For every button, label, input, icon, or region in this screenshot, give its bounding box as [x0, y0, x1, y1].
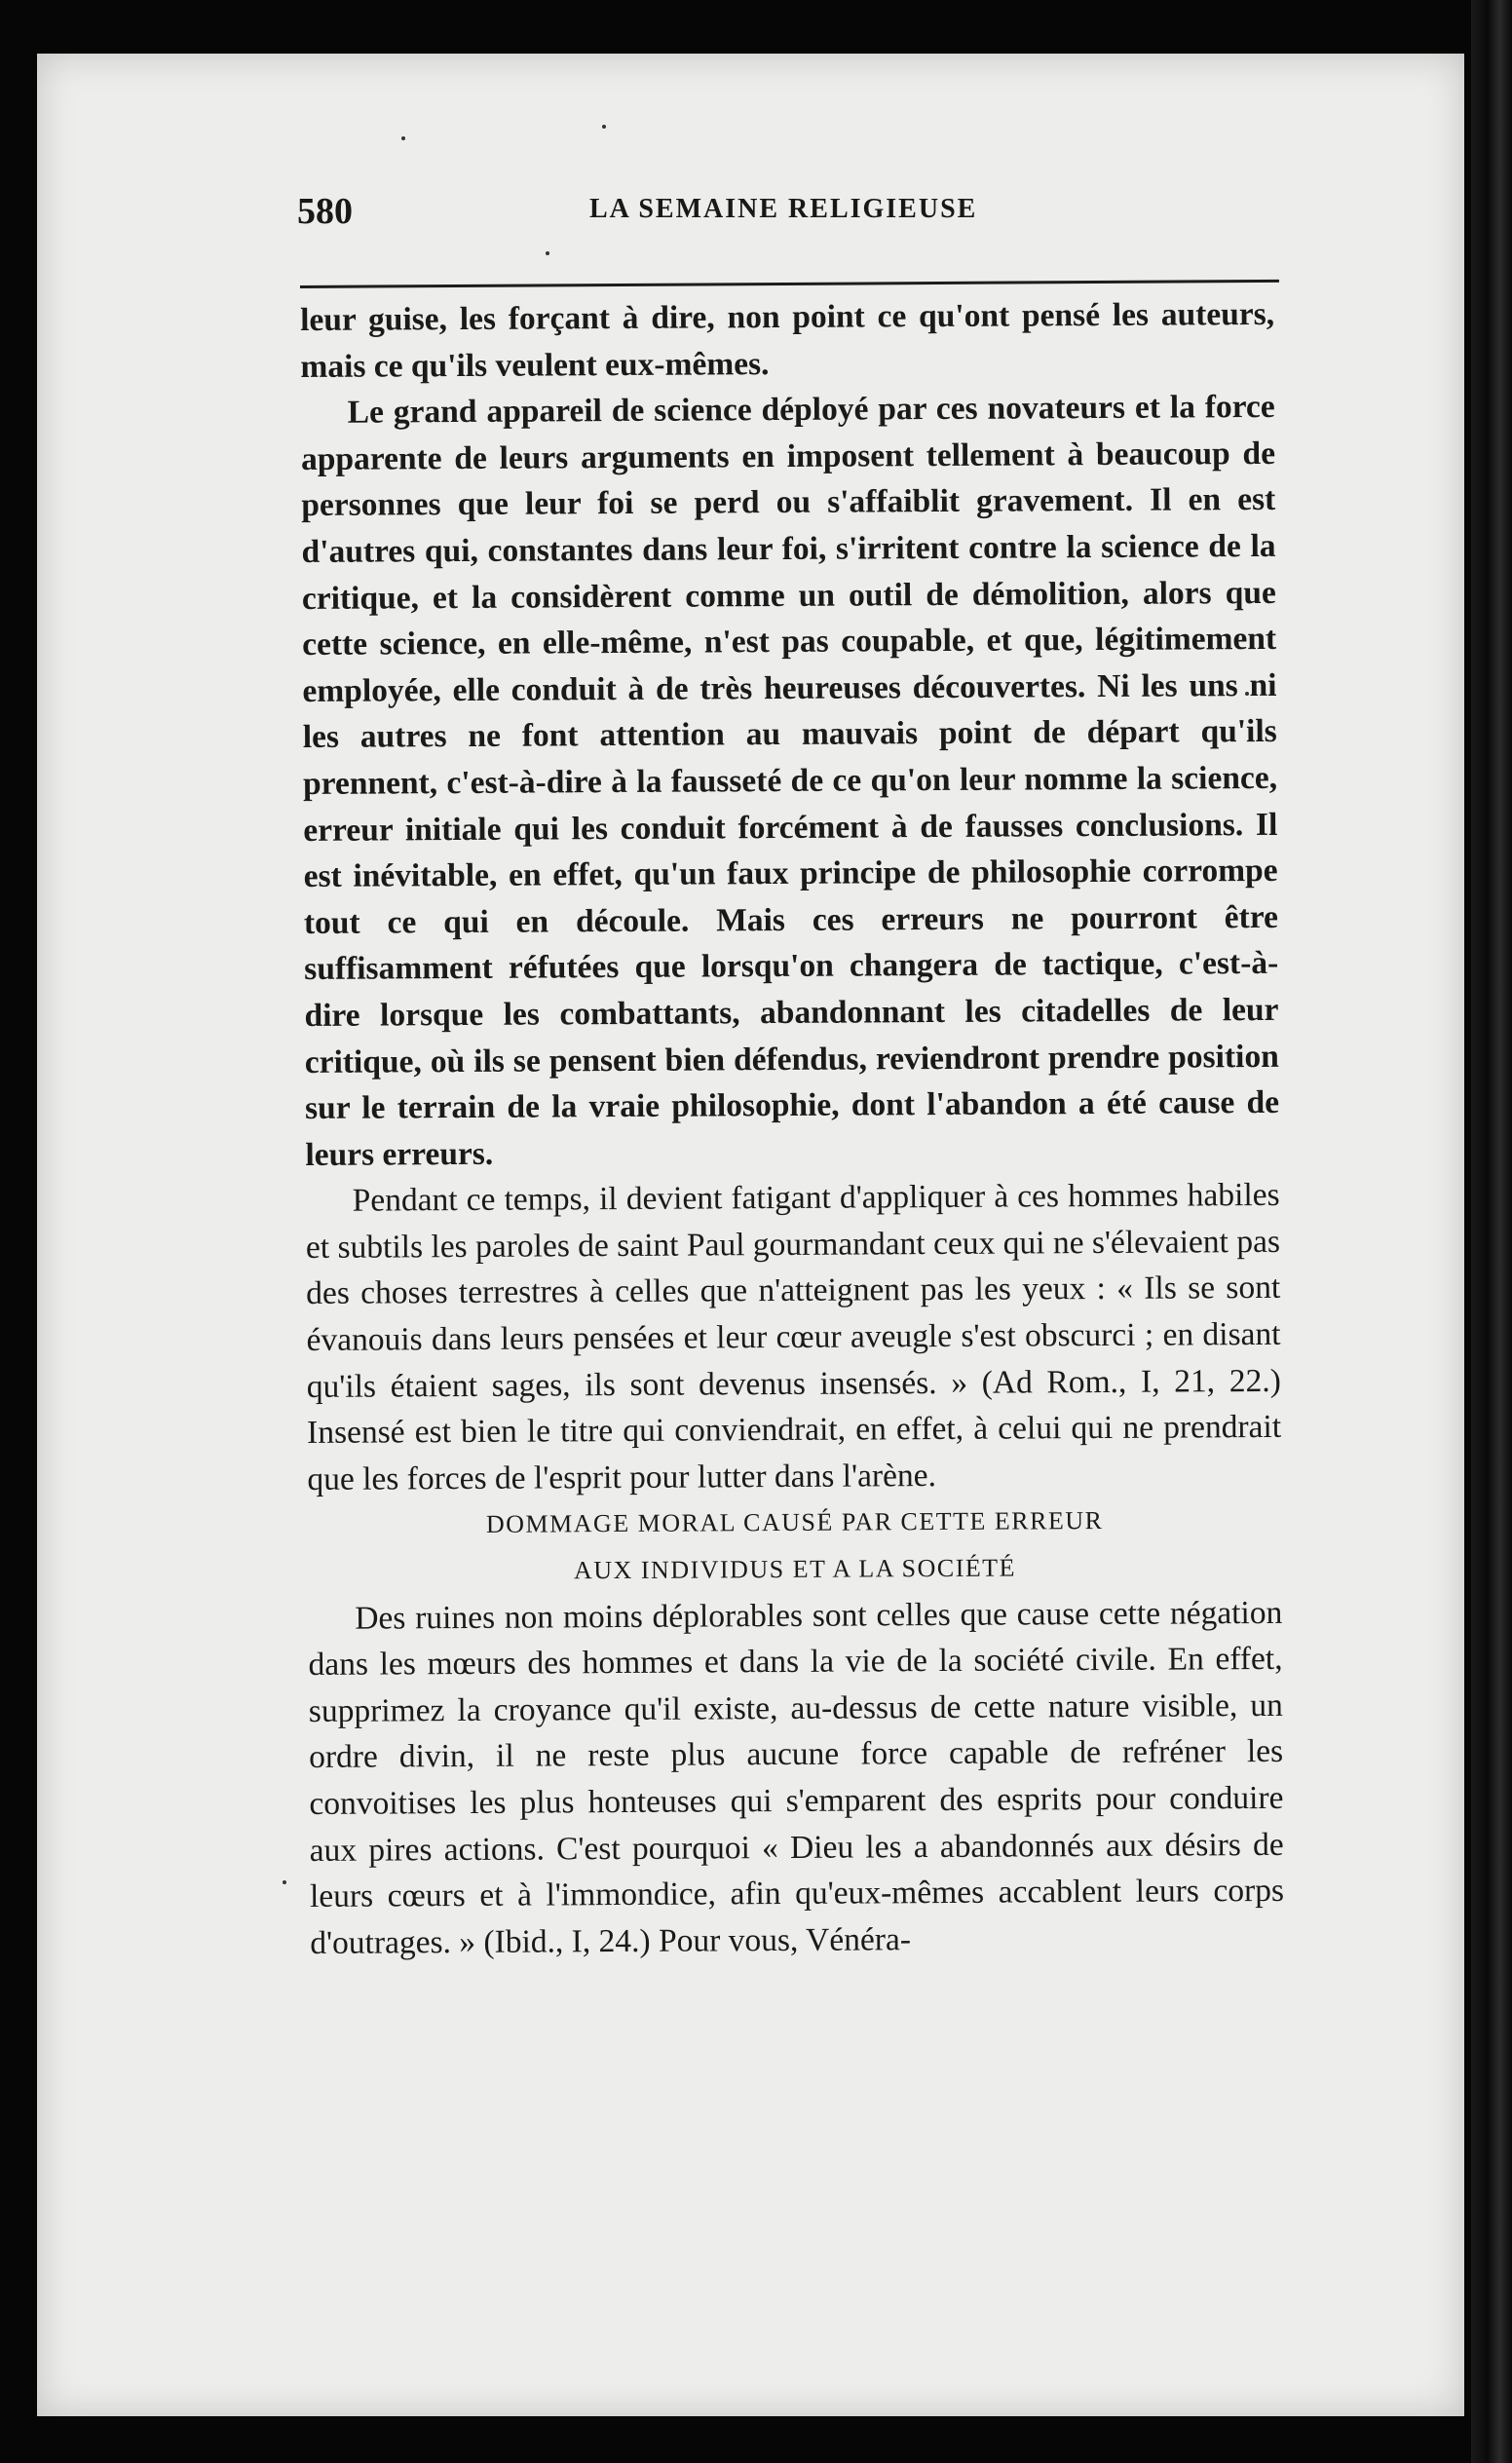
paragraph-4: Des ruines non moins déplorables sont celles que cause cette négation dans les mœurs des hommes et dans la vie de la société civile. En effet, supprimez la croyance qu'il existe, au-dessus de cette nature visible, un ordre divin, il ne reste plus aucune force capable de refréner les convoitises les plus honteuses qui s'emparent des esprits pour conduire aux pires actions. C'est pourquoi « Dieu les a abandonnés aux désirs de leurs cœurs et à l'immondice, afin qu'eux-mêmes accablent leurs corps d'outrages. » (Ibid., I, 24.) Pour vous, Vénéra- — [308, 1594, 1285, 1961]
page-number: 580 — [297, 191, 353, 232]
page-header — [258, 180, 1276, 239]
section-heading — [308, 1497, 1283, 1595]
paragraph-3: Pendant ce temps, il devient fatigant d'appliquer à ces hommes habiles et subtils les paroles de saint Paul gourmandant ceux qui ne s'élevaient pas des choses terrestres à celles que n'atteignent pas les yeux : « Ils se sont évanouis dans leurs pensées et leur cœur aveugle s'est obscurci ; en disant qu'ils étaient sages, ils sont devenus insensés. » (Ad Rom., I, 21, 22.) Insensé est bien le titre qui conviendrait, en effet, à celui qui ne prendrait que les forces de l'esprit pour lutter dans l'arène. — [305, 1177, 1282, 1497]
running-title: LA SEMAINE RELIGIEUSE — [589, 194, 978, 224]
adjacent-page-edge — [1471, 0, 1512, 2463]
body-text — [300, 291, 1284, 1966]
section-heading-line-1: DOMMAGE MORAL CAUSÉ PAR CETTE ERREUR — [485, 1506, 1104, 1539]
paragraph-2: Le grand appareil de science déployé par ces novateurs et la force apparente de leurs arguments en imposent tellement à beaucoup de personnes que leur foi se perd ou s'affaiblit gravement. Il en est d'autres qui, constantes dans leur foi, s'irritent contre la science de la critique, et la considèrent comme un outil de démolition, alors que cette science, en elle-même, n'est pas coupable, et que, légitimement employée, elle conduit à de très heureuses découvertes. Ni les uns ni les autres ne font attention au mauvais point de départ qu'ils prennent, c'est-à-dire à la fausseté de ce qu'on leur nomme la science, erreur initiale qui les conduit forcément à de fausses conclusions. Il est inévitable, en effet, qu'un faux principe de philosophie corrompe tout ce qui en découle. Mais ces erreurs ne pourront être suffisamment réfutées que lorsqu'on changera de tactique, c'est-à-dire lorsque les combattants, abandonnant les citadelles de leur critique, où ils se pensent bien défendus, reviendront prendre position sur le terrain de la vraie philosophie, dont l'abandon a été cause de leurs erreurs. — [300, 389, 1280, 1173]
paragraph-1: leur guise, les forçant à dire, non point ce qu'ont pensé les auteurs, mais ce qu'ils veulent eux-mêmes. — [300, 295, 1275, 385]
section-heading-line-2: AUX INDIVIDUS ET A LA SOCIÉTÉ — [573, 1553, 1017, 1585]
